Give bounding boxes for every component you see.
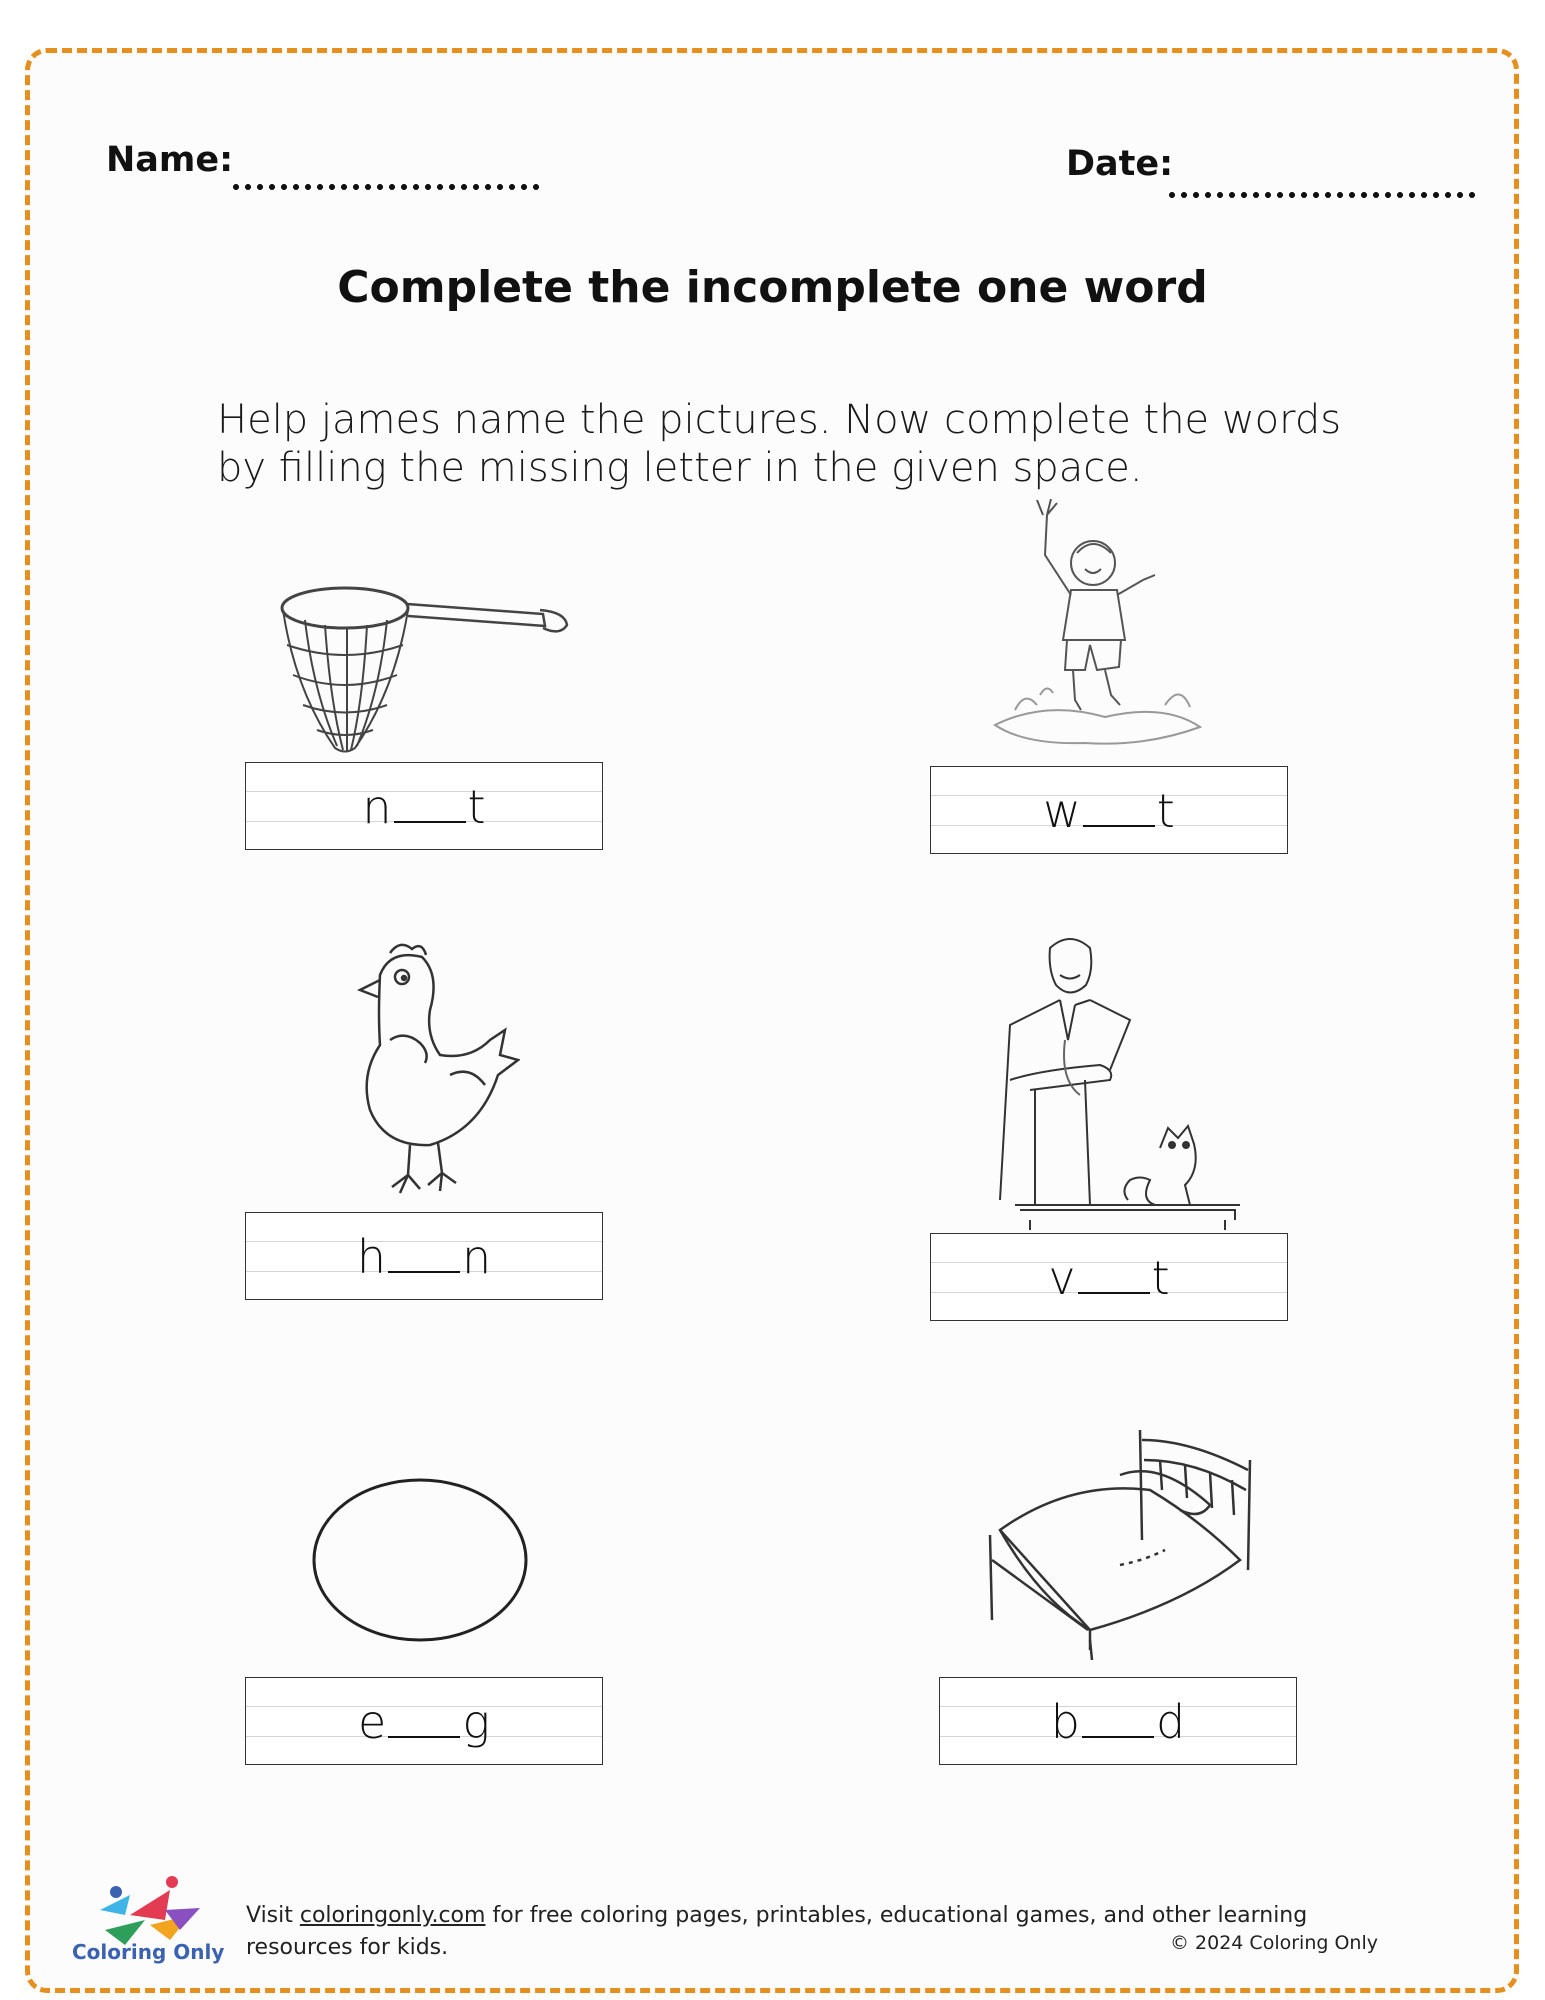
egg-picture [310, 1475, 530, 1645]
missing-letter-blank[interactable] [1078, 1252, 1150, 1294]
missing-letter-blank[interactable] [394, 781, 466, 823]
footer-visit: Visit [246, 1903, 300, 1928]
incomplete-word [246, 781, 602, 832]
instructions [217, 396, 1377, 492]
missing-letter-blank[interactable] [388, 1231, 460, 1273]
footer-link[interactable]: coloringonly.com [299, 1903, 486, 1928]
date-label: Date: [1066, 144, 1174, 184]
incomplete-word [246, 1231, 602, 1282]
word-box-vet[interactable] [930, 1233, 1288, 1321]
first-letter: n [362, 780, 392, 834]
bed-picture [980, 1420, 1260, 1660]
missing-letter-blank[interactable] [1082, 1696, 1154, 1738]
footer-rest: for free coloring pages, printables, educational games, and other learning resources for kids. [246, 1903, 1308, 1960]
child-splashing-puddle-picture [985, 495, 1215, 760]
missing-letter-blank[interactable] [1083, 785, 1155, 827]
first-letter: h [356, 1230, 386, 1284]
incomplete-word [246, 1696, 602, 1747]
last-letter: n [462, 1230, 492, 1284]
last-letter: d [1156, 1695, 1186, 1749]
word-box-hen[interactable] [245, 1212, 603, 1300]
first-letter: v [1048, 1251, 1076, 1305]
butterfly-net-picture [275, 570, 585, 760]
worksheet-title: Complete the incomplete one word [337, 262, 1208, 313]
last-letter: g [462, 1695, 490, 1749]
incomplete-word [931, 1252, 1287, 1303]
name-label: Name: [106, 140, 234, 180]
name-field[interactable] [230, 184, 542, 190]
hen-picture [330, 935, 520, 1205]
incomplete-word [940, 1696, 1296, 1747]
word-box-egg[interactable] [245, 1677, 603, 1765]
word-box-wet[interactable] [930, 766, 1288, 854]
instructions-line-2: by filling the missing letter in the given space. [217, 445, 1143, 491]
incomplete-word [931, 785, 1287, 836]
last-letter: t [1151, 1251, 1170, 1305]
first-letter: e [358, 1695, 387, 1749]
last-letter: t [467, 780, 486, 834]
word-box-bed[interactable] [939, 1677, 1297, 1765]
first-letter: b [1050, 1695, 1080, 1749]
veterinarian-with-cat-picture [990, 930, 1255, 1230]
date-field[interactable] [1166, 192, 1478, 198]
missing-letter-blank[interactable] [388, 1696, 460, 1738]
word-box-net[interactable] [245, 762, 603, 850]
last-letter: t [1156, 784, 1175, 838]
instructions-line-1: Help james name the pictures. Now complete the words [217, 397, 1342, 443]
brand-name: Coloring Only [72, 1940, 225, 1964]
first-letter: w [1043, 784, 1081, 838]
copyright: © 2024 Coloring Only [1170, 1932, 1378, 1954]
